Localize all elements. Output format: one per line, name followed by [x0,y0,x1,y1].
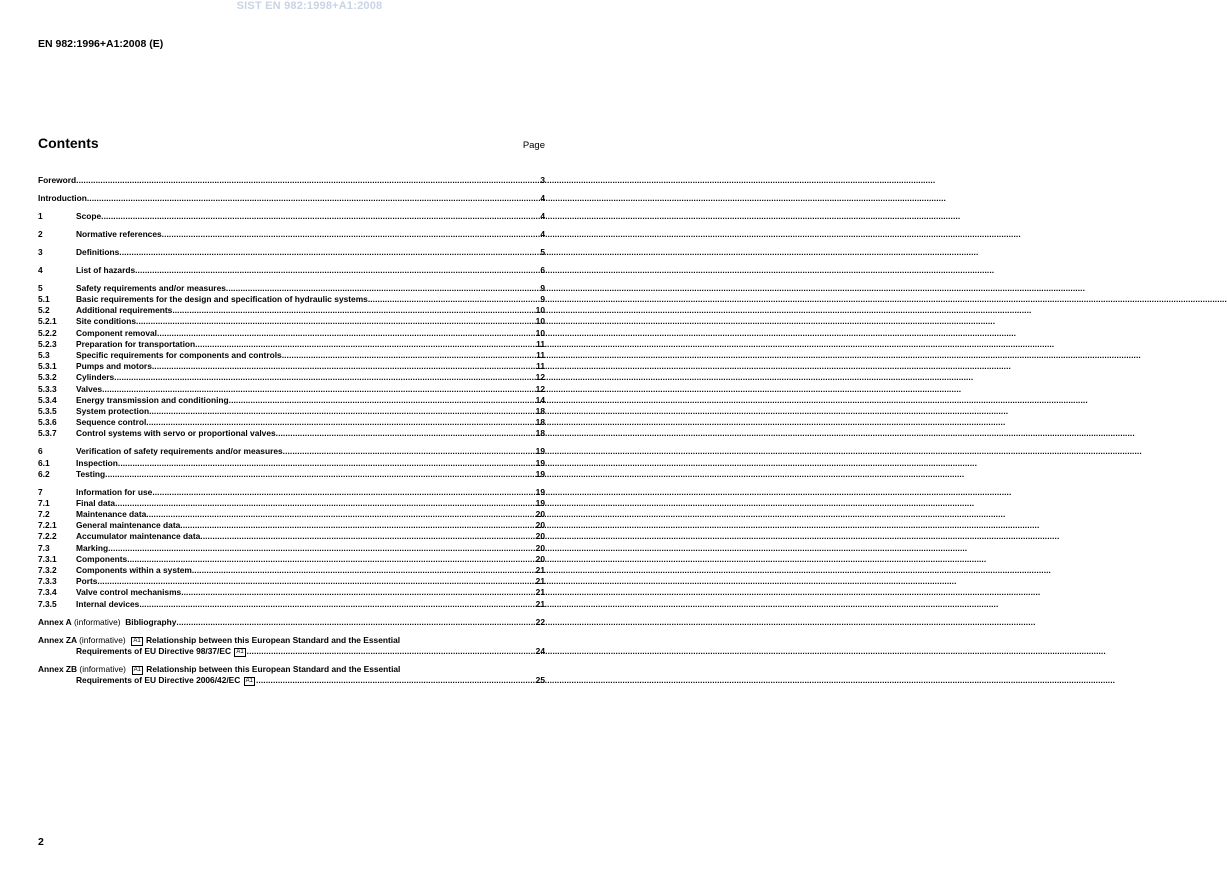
leader-dots [283,446,536,457]
leader-dots [102,384,536,395]
toc-entry-title: Component removal [76,327,157,338]
leader-dots [114,372,536,383]
toc-entry-number: 5.3.6 [38,417,57,428]
toc-entry[interactable] [38,599,545,610]
toc-entry-title: Safety requirements and/or measures [76,282,226,293]
toc-entry[interactable] [38,498,545,509]
toc-entry-title: General maintenance data [76,520,181,531]
toc-entry-page: 19 [535,446,545,457]
toc-entry-page: 20 [535,520,545,531]
amendment-start-mark: A1 [133,666,141,673]
toc-entry-title: Final data [76,497,116,508]
annex-zb-title-line2: Requirements of EU Directive 2006/42/EC [76,674,241,685]
toc-entry[interactable] [38,543,545,554]
toc-entry-annex-a[interactable] [38,617,545,628]
toc-entry[interactable] [38,406,545,417]
toc-entry[interactable] [38,247,545,258]
toc-entry-page: 18 [535,428,545,439]
toc-entry-page: 19 [535,497,545,508]
toc-entry-title: Accumulator maintenance data [76,531,201,542]
toc-entry[interactable] [38,469,545,480]
leader-dots [176,617,535,628]
toc-entry-page: 6 [540,264,545,275]
leader-dots [97,576,535,587]
toc-entry-page: 14 [535,394,545,405]
toc-entry-title: Foreword [38,174,77,185]
leader-dots [247,646,536,657]
toc-entry-title: Information for use [76,486,153,497]
toc-entry-number: 6 [38,446,43,457]
toc-entry[interactable] [38,554,545,565]
leader-dots [229,395,536,406]
toc-entry-title: Energy transmission and conditioning [76,394,229,405]
toc-entry[interactable] [38,487,545,498]
leader-dots [136,316,536,327]
leader-dots [87,193,540,204]
toc-entry-title: Components within a system [76,564,192,575]
toc-entry-number: 7.3.5 [38,598,57,609]
leader-dots [181,587,535,598]
toc-entry[interactable] [38,384,545,395]
toc-entry-number: 6.2 [38,468,50,479]
toc-entry[interactable] [38,361,545,372]
toc-entry-page: 19 [535,486,545,497]
annex-za-title-line2: Requirements of EU Directive 98/37/EC [76,645,231,656]
toc-entry-page: 21 [535,598,545,609]
leader-dots [256,675,536,686]
leader-dots [139,599,535,610]
leader-dots [105,469,536,480]
toc-entry-page: 12 [535,383,545,394]
toc-entry-page: 11 [536,350,545,361]
toc-entry-page: 5 [540,246,545,257]
toc-entry[interactable] [38,565,545,576]
toc-entry[interactable] [38,328,545,339]
toc-entry-number: 5 [38,282,43,293]
toc-entry-number: 7.3 [38,542,50,553]
toc-entry-title: Pumps and motors [76,361,152,372]
leader-dots [152,487,535,498]
toc-entry-page: 21 [535,576,545,587]
leader-dots [172,305,535,316]
toc-entry-page: 9 [540,282,545,293]
toc-entry-number: 5.3.3 [38,383,57,394]
toc-entry[interactable] [38,211,545,222]
toc-entry-title: Site conditions [76,316,137,327]
toc-entry-title: Introduction [38,192,87,203]
toc-entry-number: 5.2.3 [38,338,57,349]
leader-dots [226,283,540,294]
toc-entry-page: 20 [535,531,545,542]
toc-entry[interactable] [38,520,545,531]
toc-entry-title: Preparation for transportation [76,338,196,349]
toc-entry-number: 7.3.2 [38,564,57,575]
document-id: EN 982:1996+A1:2008 (E) [38,38,164,50]
toc-entry-title: Normative references [76,228,162,239]
leader-dots [76,175,540,186]
toc-entry-page: 10 [535,327,545,338]
leader-dots [149,406,536,417]
toc-entry-title: Sequence control [76,417,147,428]
toc-entry-page: 4 [540,210,545,221]
amendment-start-mark: A1 [133,637,141,644]
toc-entry[interactable] [38,193,545,204]
toc-entry[interactable] [38,458,545,469]
toc-entry-page: 9 [540,294,545,305]
leader-dots [146,509,535,520]
toc-entry-page: 3 [540,174,545,185]
toc-entry-title: Ports [76,576,98,587]
annex-a-title: Bibliography [125,616,177,627]
toc-entry-title: Additional requirements [76,305,173,316]
toc-entry[interactable] [38,576,545,587]
toc-entry-number: 5.2 [38,305,50,316]
annex-a-kind: (informative) [74,616,121,627]
toc-entry-page: 20 [535,509,545,520]
toc-entry-number: 4 [38,264,43,275]
toc-entry-page: 21 [535,587,545,598]
toc-entry[interactable] [38,531,545,542]
annex-za-title-line1: Relationship between this European Standard and the Essential [145,634,401,645]
leader-dots [282,350,536,361]
annex-zb-title-line1: Relationship between this European Standard and the Essential [146,663,401,674]
toc-entry-number: 1 [38,210,43,221]
toc-entry-title: Valves [76,383,103,394]
toc-entry-number: 7.2.2 [38,531,57,542]
toc-entry-title: Components [76,553,128,564]
table-of-contents [38,175,545,686]
toc-entry-number: 7.3.3 [38,576,57,587]
page-number: 2 [38,836,44,848]
toc-entry-page: 4 [540,192,545,203]
toc-entry-number: 7.2.1 [38,520,57,531]
toc-entry-title: Valve control mechanisms [76,587,182,598]
toc-entry[interactable] [38,229,545,240]
toc-entry-number: 2 [38,228,43,239]
toc-entry-annex-zb[interactable] [38,664,545,686]
toc-entry-page: 12 [535,372,545,383]
toc-entry[interactable] [38,283,545,294]
leader-dots [276,428,536,439]
toc-entry[interactable] [38,339,545,350]
toc-entry[interactable] [38,428,545,439]
toc-entry-number: 5.1 [38,294,50,305]
leader-dots [162,229,541,240]
leader-dots [127,554,535,565]
toc-entry-title: Internal devices [76,598,140,609]
toc-entry-number: 5.3.4 [38,394,57,405]
toc-entry-number: 6.1 [38,457,50,468]
toc-entry-title: Testing [76,468,106,479]
toc-entry[interactable] [38,305,545,316]
toc-entry-page: 10 [535,316,545,327]
annex-a-label: Annex A [38,616,72,627]
toc-entry-title: Marking [76,542,109,553]
toc-entry-title: Scope [76,210,102,221]
toc-entry[interactable] [38,350,545,361]
toc-entry-page: 19 [535,457,545,468]
leader-dots [157,328,536,339]
annex-zb-kind: (informative) [79,663,126,674]
leader-dots [200,531,535,542]
leader-dots [180,520,535,531]
toc-entry[interactable] [38,372,545,383]
toc-entry-number: 5.3.1 [38,361,57,372]
toc-entry-annex-za[interactable] [38,635,545,657]
leader-dots [195,339,536,350]
toc-entry-page: 19 [535,468,545,479]
leader-dots [101,211,540,222]
leader-dots [368,294,541,305]
toc-entry-number: 5.3.5 [38,405,57,416]
leader-dots [192,565,536,576]
toc-entry-title: Control systems with servo or proportional valves [76,428,276,439]
toc-entry-number: 7.3.1 [38,553,57,564]
toc-entry-number: 7.2 [38,509,50,520]
toc-entry-page: 18 [535,417,545,428]
annex-za-page: 24 [535,645,545,656]
annex-zb-label: Annex ZB [38,663,78,674]
toc-entry[interactable] [38,265,545,276]
toc-entry-title: Cylinders [76,372,115,383]
toc-entry-title: Verification of safety requirements and/or measures [76,446,283,457]
toc-entry[interactable] [38,294,545,305]
toc-entry-page: 10 [535,305,545,316]
toc-entry-title: List of hazards [76,264,136,275]
toc-entry[interactable] [38,316,545,327]
amendment-end-mark: A1 [236,648,244,655]
amendment-end-mark: A1 [245,677,253,684]
toc-entry[interactable] [38,509,545,520]
leader-dots [152,361,536,372]
contents-heading: Contents [38,135,99,151]
toc-entry[interactable] [38,446,545,457]
page-column-label: Page [522,140,545,151]
toc-entry-title: Basic requirements for the design and specification of hydraulic systems [76,294,368,305]
annex-a-page: 22 [535,616,545,627]
toc-entry-number: 5.3.2 [38,372,57,383]
toc-entry-title: Definitions [76,246,120,257]
toc-entry-number: 5.2.1 [38,316,57,327]
toc-entry-number: 7.1 [38,497,50,508]
leader-dots [119,247,540,258]
toc-entry-page: 4 [540,228,545,239]
leader-dots [118,458,536,469]
toc-entry-title: Maintenance data [76,509,147,520]
leader-dots [135,265,540,276]
toc-entry-number: 5.3 [38,350,50,361]
toc-entry-number: 7.3.4 [38,587,57,598]
toc-entry-page: 21 [535,564,545,575]
toc-entry[interactable] [38,417,545,428]
toc-entry-number: 3 [38,246,43,257]
leader-dots [146,417,535,428]
toc-entry-number: 7 [38,486,43,497]
toc-entry-page: 11 [536,361,545,372]
toc-entry[interactable] [38,395,545,406]
toc-entry-title: Specific requirements for components and controls [76,350,282,361]
toc-entry-number: 5.3.7 [38,428,57,439]
toc-entry-page: 20 [535,553,545,564]
leader-dots [115,498,536,509]
toc-entry[interactable] [38,587,545,598]
toc-entry-page: 20 [535,542,545,553]
annex-za-label: Annex ZA [38,634,77,645]
toc-entry-title: Inspection [76,457,118,468]
toc-entry-page: 18 [535,405,545,416]
annex-zb-page: 25 [535,674,545,685]
toc-entry-page: 11 [536,338,545,349]
annex-za-kind: (informative) [79,634,126,645]
toc-entry[interactable] [38,175,545,186]
toc-entry-number: 5.2.2 [38,327,57,338]
leader-dots [108,543,536,554]
toc-entry-title: System protection [76,405,150,416]
watermark: SIST EN 982:1998+A1:2008 [236,0,383,12]
